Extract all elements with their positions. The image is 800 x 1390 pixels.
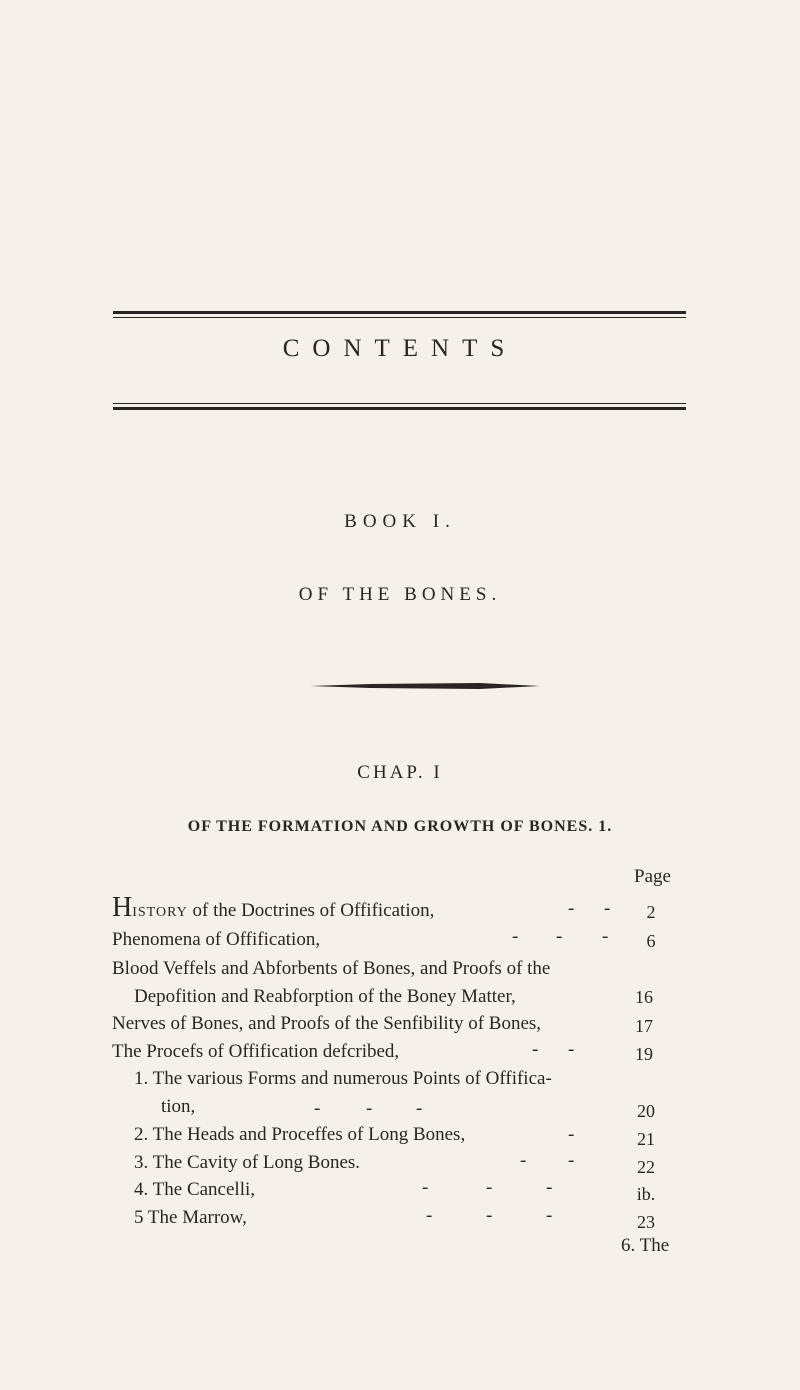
page-number: ib. (636, 1184, 656, 1204)
entry-text: of the Doctrines of Offification, (187, 900, 435, 921)
page-number: 21 (637, 1129, 655, 1149)
drop-cap: H (112, 892, 133, 923)
chapter-label: CHAP. I (357, 762, 443, 783)
list-item: 5 The Marrow, (134, 1207, 247, 1228)
page-number: 19 (635, 1044, 653, 1064)
leader-dash: - (512, 926, 519, 947)
page-number: 16 (635, 987, 653, 1007)
leader-dash: - (314, 1098, 321, 1119)
leader-dash: - (546, 1177, 553, 1198)
leader-dash: - (604, 898, 611, 919)
chapter-title-page: 1. (598, 818, 613, 835)
mid-rule-thick (113, 407, 686, 410)
book-label: BOOK I. (344, 511, 456, 532)
leader-dash: - (546, 1205, 553, 1226)
leader-dash: - (556, 926, 563, 947)
book-subtitle: OF THE BONES. (298, 584, 502, 605)
page-number: 2 (646, 902, 656, 922)
list-item (112, 892, 434, 924)
small-caps-text: ISTORY (132, 905, 188, 920)
list-item: Blood Veffels and Abforbents of Bones, and Proofs of the (112, 958, 551, 979)
leader-dash: - (602, 926, 609, 947)
list-item: 1. The various Forms and numerous Points of Offifica- (134, 1068, 552, 1089)
page-number: 20 (637, 1101, 655, 1121)
leader-dash: - (426, 1205, 433, 1226)
page-number: 17 (635, 1016, 653, 1036)
leader-dash: - (568, 1150, 575, 1171)
list-item: 4. The Cancelli, (134, 1179, 256, 1200)
leader-dash: - (486, 1177, 493, 1198)
list-item: Depofition and Reabforption of the Boney Matter, (134, 986, 516, 1007)
leader-dash: - (416, 1098, 423, 1119)
leader-dash: - (422, 1177, 429, 1198)
top-rule-thick (113, 311, 686, 314)
mid-rule-thin (113, 403, 686, 404)
leader-dash: - (568, 898, 575, 919)
leader-dash: - (486, 1205, 493, 1226)
leader-dash: - (520, 1150, 527, 1171)
leader-dash: - (568, 1039, 575, 1060)
page-number: 6 (646, 931, 656, 951)
list-item: The Procefs of Offification defcribed, (112, 1041, 400, 1062)
chapter-title-line (0, 818, 800, 836)
list-item: Nerves of Bones, and Proofs of the Senfibility of Bones, (112, 1013, 542, 1034)
list-item: 3. The Cavity of Long Bones. (134, 1152, 361, 1173)
list-item: tion, (161, 1096, 196, 1117)
contents-heading: CONTENTS (282, 335, 518, 362)
leader-dash: - (532, 1039, 539, 1060)
leader-dash: - (568, 1124, 575, 1145)
top-rule-thin (113, 317, 686, 318)
page-number: 23 (637, 1212, 655, 1232)
list-item: 2. The Heads and Proceffes of Long Bones, (134, 1124, 466, 1145)
ornamental-rule (310, 682, 540, 690)
chapter-title: OF THE FORMATION AND GROWTH OF BONES. (187, 818, 594, 835)
leader-dash: - (366, 1098, 373, 1119)
list-item: Phenomena of Offification, (112, 929, 321, 950)
page-column-label: Page (634, 866, 671, 887)
catchword: 6. The (621, 1235, 670, 1256)
page-number: 22 (637, 1157, 655, 1177)
